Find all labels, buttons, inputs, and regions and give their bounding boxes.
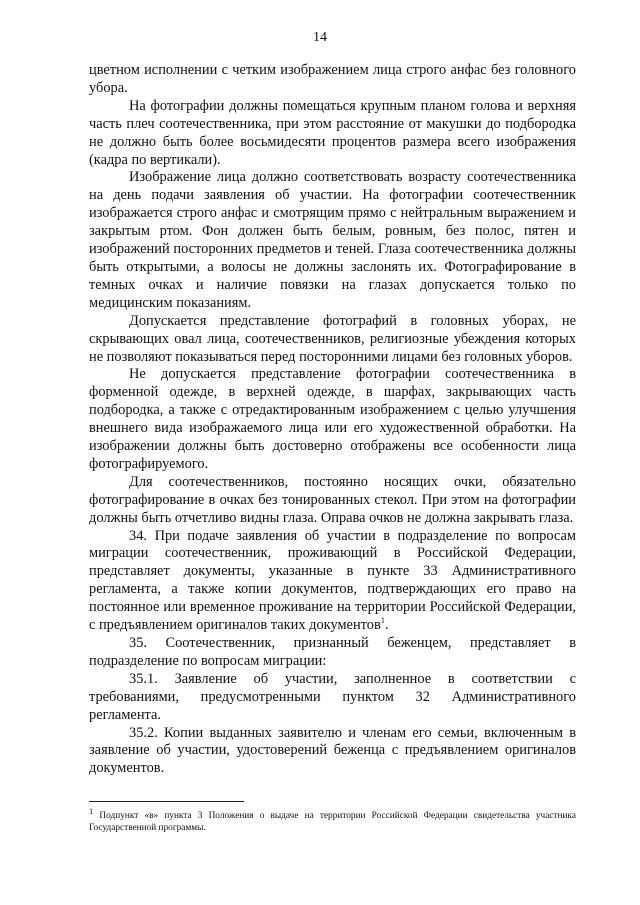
paragraph-photo-framing: На фотографии должны помещаться крупным планом голова и верхняя часть плеч соотечественника, при этом расстояние от макушки до подбородка не должно быть более восьмидесяти процентов размера всего изображения (кадра по вертикали). (89, 97, 576, 168)
footnote-marker: 1 (380, 615, 385, 626)
paragraph-item-34 (89, 528, 576, 635)
footnote (89, 805, 576, 834)
footnote-separator (89, 801, 244, 802)
paragraph-item-35: 35. Соотечественник, признанный беженцем, представляет в подразделение по вопросам миграции: (89, 635, 576, 669)
paragraph-headwear: Допускается представление фотографий в головных уборах, не скрывающих овал лица, соотечественников, религиозные убеждения которых не позволяют показываться перед посторонними лицами без головных уборов. (89, 312, 576, 365)
paragraph-face-image: Изображение лица должно соответствовать возрасту соотечественника на день подачи заявления об участии. На фотографии соотечественник изображается строго анфас и смотрящим прямо с нейтральным выражением и закрытым ртом. Фон должен быть белым, ровным, без полос, пятен и изображений посторонних предметов и теней. Глаза соотечественника должны быть открытыми, а волосы не должны заслонять их. Фотографирование в темных очках и наличие повязки на глазах допускается только по медицинским показаниям. (89, 169, 576, 311)
paragraph-item-35-1: 35.1. Заявление об участии, заполненное в соответствии с требованиями, предусмотренными пунктом 32 Административного регламента. (89, 670, 576, 723)
footnote-text: Подпункт «в» пункта 3 Положения о выдаче на территории Российской Федерации свидетельства участника Государственной программы. (89, 811, 576, 833)
footnote-number: 1 (89, 805, 94, 816)
paragraph-item-34-end: . (385, 617, 389, 634)
body-text (89, 62, 576, 778)
paragraph-continuation: цветном исполнении с четким изображением лица строго анфас без головного убора. (89, 62, 576, 96)
paragraph-item-34-text: 34. При подаче заявления об участии в подразделение по вопросам миграции соотечественник, проживающий в Российской Федерации, представляет документы, указанные в пункте 33 Административного регламента, а также копии документов, подтверждающих его право на постоянное или временное проживание на территории Российской Федерации, с предъявлением оригиналов таких документов (89, 527, 576, 634)
page-number: 14 (313, 30, 327, 45)
paragraph-not-allowed: Не допускается представление фотографии соотечественника в форменной одежде, в верхней одежде, в шарфах, закрывающих часть подбородка, а также с отредактированным изображением с целью улучшения внешнего вида изображаемого лица или его художественной обработки. На изображении должны быть достоверно отображены все особенности лица фотографируемого. (89, 366, 576, 472)
paragraph-item-35-2: 35.2. Копии выданных заявителю и членам его семьи, включенным в заявление об участии, удостоверений беженца с предъявлением оригиналов документов. (89, 724, 576, 777)
paragraph-glasses: Для соотечественников, постоянно носящих очки, обязательно фотографирование в очках без тонированных стекол. При этом на фотографии должны быть отчетливо видны глаза. Оправа очков не должна закрывать глаза. (89, 473, 576, 526)
